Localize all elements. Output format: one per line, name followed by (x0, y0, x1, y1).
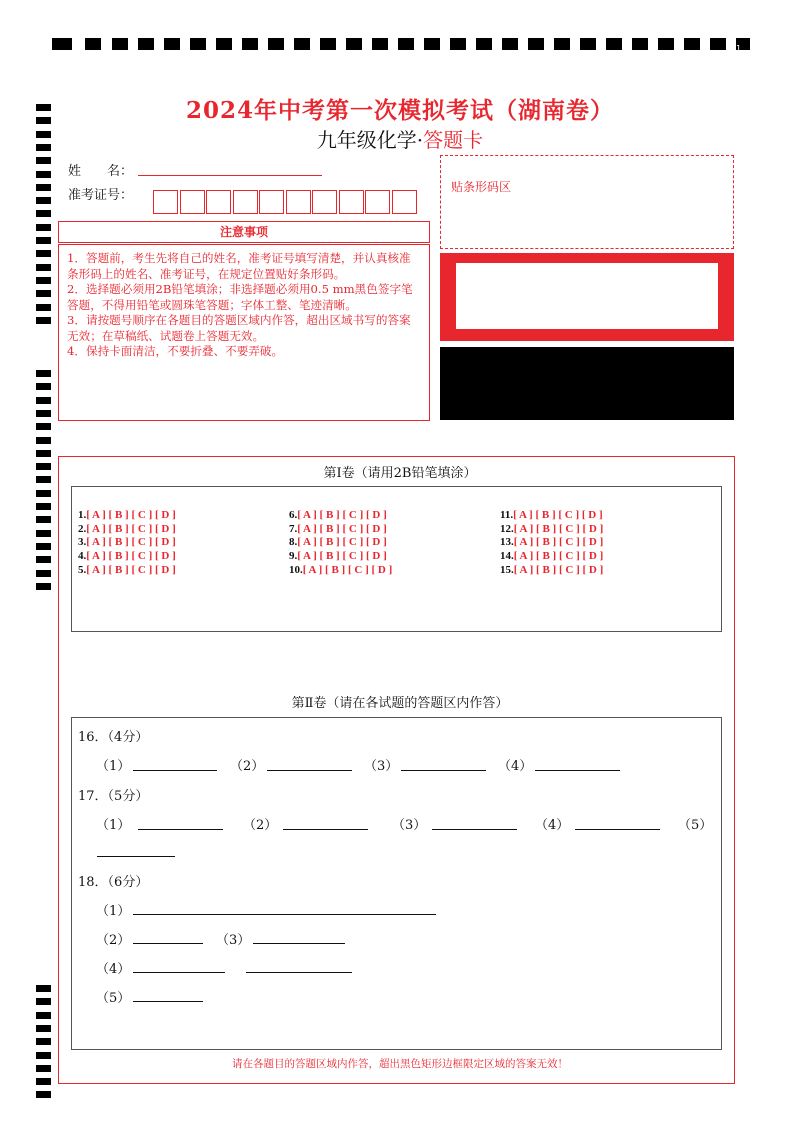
timing-mark (346, 38, 362, 50)
q16-sub4-label: （4） (498, 759, 533, 774)
exam-id-digit-box[interactable] (286, 190, 311, 214)
timing-mark (580, 38, 596, 50)
mc-row[interactable]: 9.[ A ] [ B ] [ C ] [ D ] (289, 550, 387, 563)
mc-row[interactable]: 11.[ A ] [ B ] [ C ] [ D ] (500, 509, 603, 521)
timing-mark (528, 38, 544, 50)
timing-mark (36, 437, 51, 444)
timing-mark (658, 38, 674, 50)
mc-row[interactable]: 3.[ A ] [ B ] [ C ] [ D ] (78, 536, 176, 549)
exam-id-digit-box[interactable] (153, 190, 178, 214)
timing-mark (36, 1078, 51, 1085)
timing-mark (476, 38, 492, 50)
timing-mark (36, 583, 51, 590)
timing-mark (320, 38, 336, 50)
mc-row[interactable]: 15.[ A ] [ B ] [ C ] [ D ] (500, 563, 604, 576)
mc-row[interactable]: 14.[ A ] [ B ] [ C ] [ D ] (500, 550, 604, 563)
mc-row[interactable]: 7.[ A ] [ B ] [ C ] [ D ] (289, 522, 387, 535)
timing-mark (36, 998, 51, 1005)
q16-sub2-label: （2） (230, 759, 265, 774)
mc-column-3 (500, 509, 603, 578)
timing-mark (36, 556, 51, 563)
q18-sub2-label: （2） (96, 933, 131, 948)
exam-id-digit-box[interactable] (180, 190, 205, 214)
timing-mark (52, 38, 72, 50)
timing-mark (606, 38, 622, 50)
timing-mark (36, 985, 51, 992)
timing-mark (36, 570, 51, 577)
timing-mark (36, 423, 51, 430)
timing-mark (164, 38, 180, 50)
timing-mark (36, 1025, 51, 1032)
answer-card-label: 答题卡 (423, 128, 484, 152)
absent-mark-inner (456, 263, 718, 329)
mc-row[interactable]: 5.[ A ] [ B ] [ C ] [ D ] (78, 563, 176, 576)
exam-id-digit-box[interactable] (365, 190, 390, 214)
timing-mark (36, 264, 51, 271)
mc-column-1 (78, 509, 176, 578)
timing-mark (36, 530, 51, 537)
timing-mark (684, 38, 700, 50)
name-label: 姓 名： (68, 164, 134, 179)
timing-mark (36, 1038, 51, 1045)
q17-sub2-answer-line[interactable] (283, 829, 368, 830)
timing-mark (112, 38, 128, 50)
timing-mark (632, 38, 648, 50)
black-mark-block (440, 347, 734, 420)
mc-row[interactable]: 10.[ A ] [ B ] [ C ] [ D ] (289, 563, 393, 576)
timing-mark (554, 38, 570, 50)
exam-id-digit-box[interactable] (206, 190, 231, 214)
q16-sub3-label: （3） (364, 759, 399, 774)
q16-sub4-answer-line[interactable] (535, 770, 620, 771)
top-timing-marks (52, 38, 752, 52)
barcode-label: 贴条形码区 (451, 180, 512, 194)
timing-mark (36, 370, 51, 377)
question-18-label: 18．（6分） (78, 875, 149, 890)
timing-mark (36, 171, 51, 178)
timing-mark (502, 38, 518, 50)
q18-sub3-label: （3） (216, 933, 251, 948)
q17-sub2-label: （2） (243, 818, 278, 833)
section2-title: 第Ⅱ卷（请在各试题的答题区内作答） (291, 696, 509, 711)
barcode-area (440, 155, 734, 249)
subject-label: 九年级化学· (316, 128, 424, 152)
timing-mark (36, 304, 51, 311)
notice-item: 3．请按题号顺序在各题目的答题区域内作答，超出区域书写的答案无效；在草稿纸、试题卷上答题无效。 (67, 313, 411, 343)
timing-mark (36, 290, 51, 297)
mc-row[interactable]: 12.[ A ] [ B ] [ C ] [ D ] (500, 522, 604, 535)
absent-mark-frame (440, 253, 734, 341)
mc-row[interactable]: 13.[ A ] [ B ] [ C ] [ D ] (500, 536, 604, 549)
mc-row[interactable]: 1.[ A ] [ B ] [ C ] [ D ] (78, 509, 176, 521)
notice-item: 4．保持卡面清洁，不要折叠、不要弄破。 (67, 344, 284, 358)
timing-mark (36, 1091, 51, 1098)
q18-sub4-answer-line-2[interactable] (246, 972, 352, 973)
timing-mark (36, 210, 51, 217)
mc-row[interactable]: 8.[ A ] [ B ] [ C ] [ D ] (289, 536, 387, 549)
q18-sub1-label: （1） (96, 904, 131, 919)
timing-mark (138, 38, 154, 50)
footer-warning: 请在各题目的答题区域内作答，超出黑色矩形边框限定区域的答案无效！ (232, 1058, 568, 1070)
q17-sub1-label: （1） (96, 818, 131, 833)
timing-mark (36, 184, 51, 191)
q16-sub3-answer-line[interactable] (401, 770, 486, 771)
timing-mark (268, 38, 284, 50)
timing-mark (36, 516, 51, 523)
exam-id-digit-box[interactable] (233, 190, 258, 214)
timing-mark (424, 38, 440, 50)
q18-sub3-answer-line[interactable] (253, 943, 345, 944)
timing-mark (36, 543, 51, 550)
q18-sub4-label: （4） (96, 962, 131, 977)
notice-item: 1．答题前，考生先将自己的姓名，准考证号填写清楚，并认真核准条形码上的姓名、准考证号，在规定位置贴好条形码。 (67, 251, 411, 281)
mc-row[interactable]: 6.[ A ] [ B ] [ C ] [ D ] (289, 509, 387, 521)
q17-sub3-label: （3） (392, 818, 427, 833)
q17-sub3-answer-line[interactable] (432, 829, 517, 830)
q18-sub2-answer-line[interactable] (133, 943, 203, 944)
q18-sub1-answer-line[interactable] (133, 914, 436, 915)
timing-mark (372, 38, 388, 50)
q17-sub4-answer-line[interactable] (575, 829, 660, 830)
q17-sub5-answer-line[interactable] (97, 856, 175, 857)
timing-mark (242, 38, 258, 50)
timing-mark (36, 490, 51, 497)
exam-id-digit-box[interactable] (392, 190, 417, 214)
question-16-label: 16．（4分） (78, 730, 149, 745)
q17-sub5-label: （5） (678, 818, 713, 833)
card-subtitle (0, 124, 800, 153)
timing-mark (36, 197, 51, 204)
timing-mark (36, 450, 51, 457)
q16-sub2-answer-line[interactable] (267, 770, 352, 771)
mc-row[interactable]: 2.[ A ] [ B ] [ C ] [ D ] (78, 522, 176, 535)
timing-mark (710, 38, 726, 50)
q17-sub4-label: （4） (535, 818, 570, 833)
timing-mark (36, 1012, 51, 1019)
q17-sub1-answer-line[interactable] (138, 829, 223, 830)
question-17-label: 17．（5分） (78, 789, 149, 804)
exam-id-digit-box[interactable] (259, 190, 284, 214)
page-number: 1 (736, 44, 742, 53)
timing-mark (450, 38, 466, 50)
timing-mark (36, 383, 51, 390)
timing-mark (36, 237, 51, 244)
name-field[interactable] (138, 175, 322, 176)
timing-mark (36, 397, 51, 404)
notice-title: 注意事项 (58, 221, 430, 243)
timing-mark (294, 38, 310, 50)
q18-sub5-answer-line[interactable] (133, 1001, 203, 1002)
notice-box (58, 244, 430, 421)
timing-mark (36, 224, 51, 231)
timing-mark (216, 38, 232, 50)
timing-mark (36, 250, 51, 257)
timing-mark (36, 317, 51, 324)
q18-sub4-answer-line[interactable] (133, 972, 225, 973)
timing-mark (85, 38, 101, 50)
exam-id-digit-box[interactable] (312, 190, 337, 214)
q16-sub1-answer-line[interactable] (133, 770, 217, 771)
q16-sub1-label: （1） (96, 759, 131, 774)
q18-sub5-label: （5） (96, 991, 131, 1006)
timing-mark (398, 38, 414, 50)
timing-mark (36, 157, 51, 164)
timing-mark (36, 277, 51, 284)
timing-mark (36, 410, 51, 417)
mc-row[interactable]: 4.[ A ] [ B ] [ C ] [ D ] (78, 550, 176, 563)
mc-column-2 (289, 509, 392, 578)
timing-mark (36, 503, 51, 510)
exam-id-label: 准考证号： (68, 188, 134, 203)
exam-title: 2024年中考第一次模拟考试（湖南卷） (185, 97, 614, 124)
notice-item: 2．选择题必须用2B铅笔填涂；非选择题必须用0.5 mm黑色签字笔答题，不得用铅笔或圆珠笔答题；字体工整、笔迹清晰。 (67, 282, 413, 312)
timing-mark (190, 38, 206, 50)
section1-title: 第Ⅰ卷（请用2B铅笔填涂） (323, 466, 477, 481)
exam-id-digit-box[interactable] (339, 190, 364, 214)
